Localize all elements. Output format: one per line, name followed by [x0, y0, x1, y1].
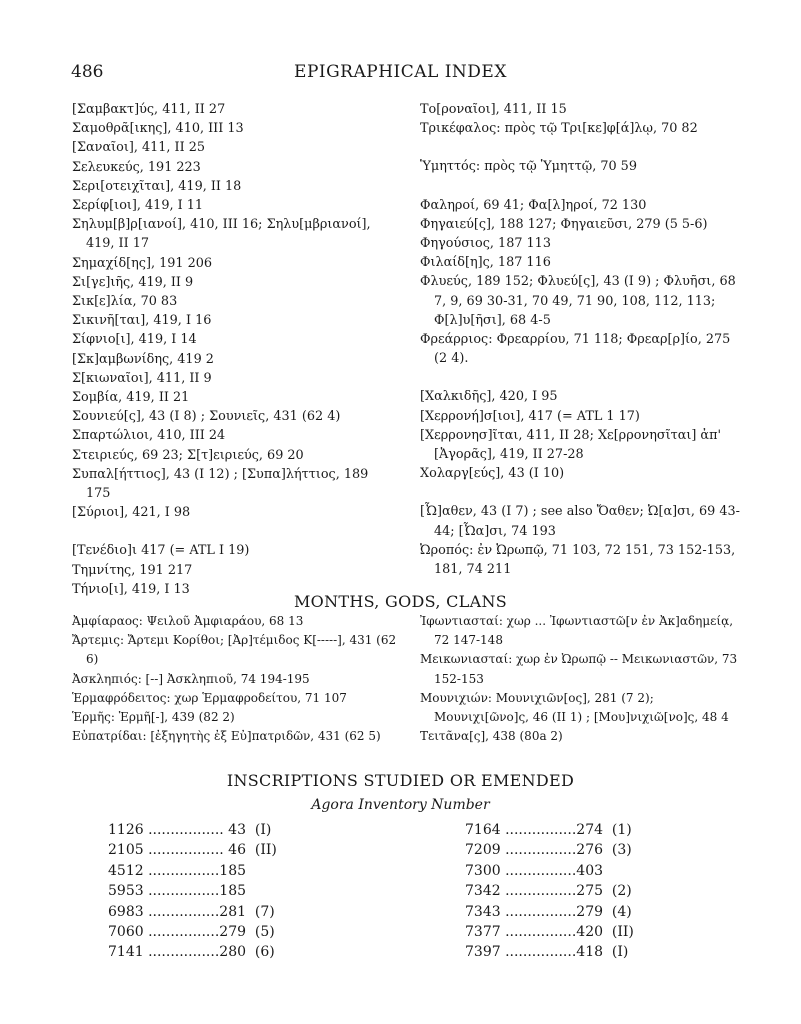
index-entry: [Τενέδιο]ι 417 (= ATL I 19) — [72, 543, 250, 559]
index-entry: Ὠροπός: ἐν Ὠρωπῷ, 71 103, 72 151, 73 152-153, 181, 74 211 — [420, 542, 736, 578]
month-entry: Ἀσκληπιός: [--] Ἀσκληπιοῦ, 74 194-195 — [72, 671, 310, 686]
index-entry: Ὑμηττός: πρὸς τῷ Ὑμηττῷ, 70 59 — [420, 159, 637, 175]
inscriptions-subheading: Agora Inventory Number — [311, 797, 490, 813]
index-entry: Σουνιεύ[ς], 43 (I 8) ; Σουνιεῖς, 431 (62 4) — [72, 409, 341, 425]
index-entry: Φηγαιεύ[ς], 188 127; Φηγαιεῦσι, 279 (5 5-6) — [420, 216, 708, 232]
inscription-row: 7343 ................279 (4) — [465, 903, 632, 920]
month-entry: Τειτᾶνα[ς], 438 (80a 2) — [420, 729, 563, 744]
months-column-left — [72, 612, 402, 746]
inscription-row: 2105 ................. 46 (II) — [108, 842, 277, 859]
index-entry: Τρικέφαλος: πρὸς τῷ Τρι[κε]φ[ά]λῳ, 70 82 — [420, 121, 698, 137]
inscription-row: 7060 ................279 (5) — [108, 924, 275, 941]
index-entry: Φρεάρριος: Φρεαρρίου, 71 118; Φρεαρ[ρ]ίο, 275 (2 4). — [420, 332, 731, 367]
month-entry: Ἀμφίαραος: Ψειλοῦ Ἀμφιαράου, 68 13 — [72, 614, 304, 628]
index-entry: Σ[κιωναῖοι], 411, II 9 — [72, 370, 212, 386]
month-entry: Ἰφωντιασταί: χωρ ... Ἰφωντιαστῶ[ν ἐν Ἀκ]αδημείᾳ, 72 147-148 — [420, 614, 734, 648]
month-entry: Ἄρτεμις: Ἄρτεμι Κορίθοι; [Ἀρ]τέμιδος Κ[-----], 431 (62 6) — [72, 633, 397, 667]
index-entry: Σερι[οτειχῖται], 419, II 18 — [72, 178, 242, 194]
month-entry: Ἑρμαφρόδειτος: χωρ Ἑρμαφροδείτου, 71 107 — [72, 690, 347, 705]
month-entry: Μεικωνιασταί: χωρ ἐν Ὠρωπῷ -- Μεικωνιαστῶν, 73 152-153 — [420, 652, 738, 686]
index-entry: Στειριεύς, 69 23; Σ[τ]ειριεύς, 69 20 — [72, 447, 304, 463]
index-entry: Σικινῆ[ται], 419, I 16 — [72, 313, 212, 329]
index-entry: Χολαργ[εύς], 43 (I 10) — [420, 466, 565, 482]
index-entry: [Σαμβακτ]ύς, 411, II 27 — [72, 102, 226, 117]
index-entry: Συπαλ[ήττιος], 43 (I 12) ; [Συπα]λήττιος, 189 175 — [72, 466, 369, 502]
spacer — [420, 138, 742, 157]
inscriptions-table-right — [465, 820, 634, 963]
spacer — [72, 522, 390, 541]
months-heading: MONTHS, GODS, CLANS — [293, 592, 508, 611]
index-entry: Το[ροναῖοι], 411, II 15 — [420, 102, 567, 117]
index-column-right — [420, 100, 742, 579]
inscription-row: 7141 ................280 (6) — [108, 944, 275, 961]
index-entry: Τημνίτης, 191 217 — [72, 562, 193, 578]
index-entry: Σίφνιο[ι], 419, I 14 — [72, 332, 197, 348]
inscription-row: 1126 ................. 43 (I) — [108, 822, 272, 838]
month-entry: Εὐπατρίδαι: [ἐξηγητὴς ἐξ Εὐ]πατριδῶν, 431 (62 5) — [72, 729, 381, 744]
inscriptions-table-left — [108, 820, 277, 963]
index-entry: Σικ[ε]λία, 70 83 — [72, 294, 178, 310]
index-entry: [Χερρονησ]ῖται, 411, II 28; Χε[ρρονησῖται] ἀπ' [Ἀγορᾶς], 419, II 27-28 — [420, 427, 722, 463]
month-entry: Ἑρμῆς: Ἑρμῆ[-], 439 (82 2) — [72, 710, 235, 725]
index-entry: Σαμοθρᾶ[ικης], 410, III 13 — [72, 121, 244, 137]
index-entry: Σημαχίδ[ης], 191 206 — [72, 255, 213, 271]
inscription-row: 7209 ................276 (3) — [465, 842, 632, 859]
index-entry: Σι[γε]ιῆς, 419, II 9 — [72, 274, 194, 290]
running-title: EPIGRAPHICAL INDEX — [294, 62, 507, 82]
month-entry: Μουνιχιών: Μουνιχιῶν[ος], 281 (7 2); Μουνιχι[ῶνο]ς, 46 (II 1) ; [Μου]νιχιῶ[νο]ς, 48 4 — [420, 690, 729, 725]
inscription-row: 7397 ................418 (I) — [465, 944, 629, 961]
index-entry: [Σύριοι], 421, I 98 — [72, 505, 191, 521]
spacer — [420, 368, 742, 387]
index-entry: Σελευκεύς, 191 223 — [72, 159, 201, 175]
index-entry: Φιλαίδ[η]ς, 187 116 — [420, 255, 551, 271]
inscription-row: 6983 ................281 (7) — [108, 903, 275, 920]
index-column-left — [72, 100, 390, 599]
page-number: 486 — [71, 62, 104, 82]
inscription-row: 7300 ................403 — [465, 862, 604, 879]
inscription-row: 7164 ................274 (1) — [465, 822, 632, 838]
spacer — [420, 483, 742, 502]
spacer — [420, 177, 742, 196]
index-entry: [Χαλκιδῆς], 420, I 95 — [420, 389, 558, 405]
index-entry: [Ὦ]αθεν, 43 (I 7) ; see also Ὄαθεν; Ὠ[α]σι, 69 43-44; [Ὦα]σι, 74 193 — [420, 504, 740, 539]
index-entry: Σερίφ[ιοι], 419, I 11 — [72, 198, 204, 214]
index-entry: [Σκ]αμβωνίδης, 419 2 — [72, 351, 214, 367]
index-entry: Φαληροί, 69 41; Φα[λ]ηροί, 72 130 — [420, 197, 647, 213]
index-entry: Σηλυμ[β]ρ[ιανοί], 410, III 16; Σηλυ[μβριανοί], 419, II 17 — [72, 217, 371, 252]
index-entry: [Χερρονή]σ[ιοι], 417 (= ATL 1 17) — [420, 408, 640, 424]
index-entry: [Σαναῖοι], 411, II 25 — [72, 140, 205, 156]
inscription-row: 5953 ................185 — [108, 883, 247, 900]
index-entry: Σομβία, 419, II 21 — [72, 390, 190, 406]
index-entry: Σπαρτώλιοι, 410, III 24 — [72, 428, 226, 444]
inscription-row: 4512 ................185 — [108, 862, 247, 879]
index-entry: Φηγούσιος, 187 113 — [420, 236, 551, 252]
index-entry: Τήνιο[ι], 419, I 13 — [72, 581, 190, 597]
months-column-right — [420, 612, 742, 746]
index-entry: Φλυεύς, 189 152; Φλυεύ[ς], 43 (I 9) ; Φλυῆσι, 68 7, 9, 69 30-31, 70 49, 71 90, 108, 112, 113; Φ[λ]υ[ῆσι], 68 4-5 — [420, 274, 736, 328]
inscriptions-heading: INSCRIPTIONS STUDIED OR EMENDED — [226, 771, 575, 790]
inscription-row: 7342 ................275 (2) — [465, 883, 632, 900]
inscription-row: 7377 ................420 (II) — [465, 924, 634, 941]
